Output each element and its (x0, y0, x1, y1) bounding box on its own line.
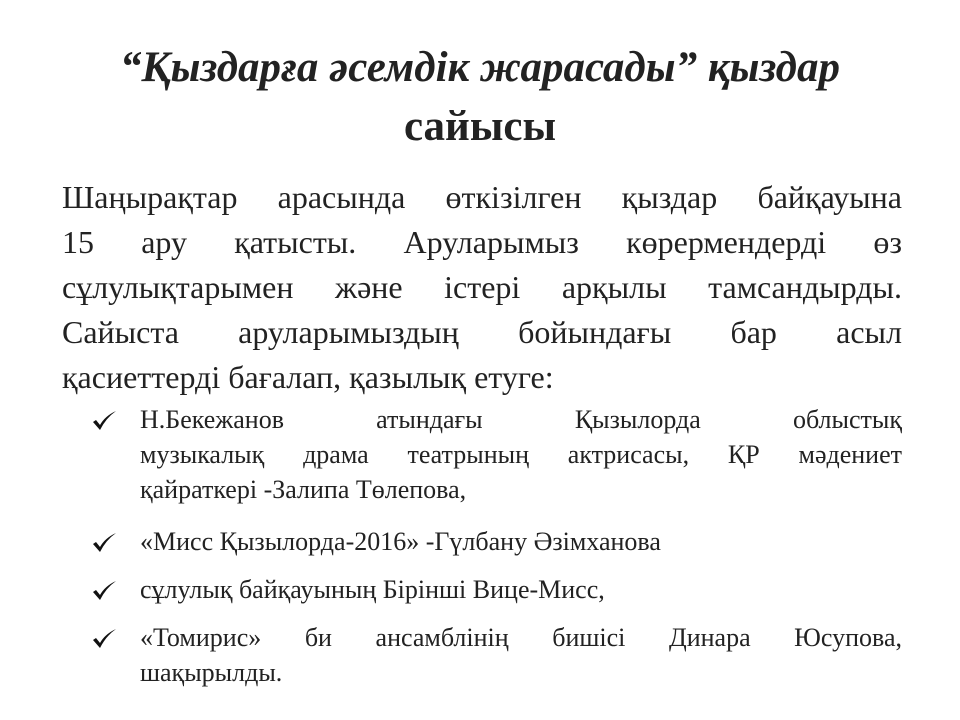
title-line-2: сайысы (403, 103, 557, 150)
check-mark-icon (91, 626, 117, 652)
title-line-1: “Қыздарға әсемдік жарасады” қыздар (120, 44, 840, 91)
slide-title (60, 38, 900, 156)
check-mark-icon (91, 408, 117, 434)
list-item-line: музыкалық драма театрының актрисасы, ҚР мәдениет (140, 440, 902, 469)
list-item-text (140, 572, 902, 607)
intro-line: Сайыста аруларымыздың бойындағы бар асыл (62, 314, 902, 350)
list-item-line: Н.Бекежанов атындағы Қызылорда облыстық (140, 405, 902, 434)
check-mark-icon (91, 530, 117, 556)
intro-paragraph (62, 175, 902, 400)
list-item-line: «Томирис» би ансамблінің бишісі Динара Юсупова, (140, 623, 902, 652)
list-item-line: қайраткері -Залипа Төлепова, (140, 475, 467, 504)
intro-line: Шаңырақтар арасында өткізілген қыздар байқауына (62, 179, 902, 215)
intro-line: қасиеттерді бағалап, қазылық етуге: (62, 359, 554, 395)
intro-line: 15 ару қатысты. Аруларымыз көрермендерді өз (62, 224, 902, 260)
list-item-line: сұлулық байқауының Бірінші Вице-Мисс, (140, 575, 605, 604)
list-item-text (140, 402, 902, 507)
intro-line: сұлулықтарымен және істері арқылы тамсандырды. (62, 269, 902, 305)
check-mark-icon (91, 578, 117, 604)
list-item-line: шақырылды. (140, 658, 283, 687)
list-item-line: «Мисс Қызылорда-2016» -Гүлбану Әзімханова (140, 527, 661, 556)
list-item-text (140, 524, 902, 559)
list-item-text (140, 620, 902, 690)
